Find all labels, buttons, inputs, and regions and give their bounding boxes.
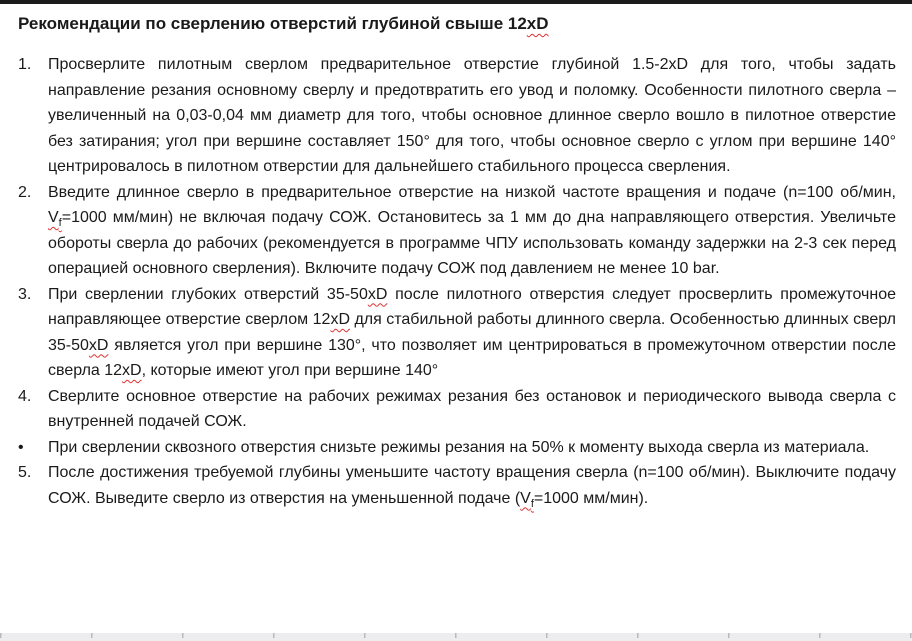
misspelled-text: V (48, 209, 59, 226)
list-item-4 (18, 384, 896, 435)
misspelled-text: f (58, 217, 62, 230)
list-item-text (48, 384, 896, 435)
bottom-edge-bar (0, 633, 912, 641)
text-segment: Сверлите основное отверстие на рабочих режимах резания без остановок и периодического вывода сверла с внутренней подачей СОЖ. (48, 387, 896, 430)
list-item-text (48, 180, 896, 282)
misspelled-text: V (520, 489, 531, 507)
list-item-text (48, 282, 896, 384)
misspelled-text: xD (526, 14, 549, 33)
list-item-2 (18, 180, 896, 282)
misspelled-text: xD (330, 311, 350, 328)
text-segment: Введите длинное сверло в предварительное отверстие на низкой частоте вращения и подаче (n=100 об/мин, (48, 183, 896, 201)
text-segment: После достижения требуемой глубины уменьшите частоту вращения сверла (n=100 об/мин). Выключите подачу СОЖ. Выведите сверло из отверстия на уменьшенной подаче ( (48, 464, 896, 507)
page-title (18, 12, 896, 36)
list-item-marker: 2. (18, 183, 32, 201)
list-item-text (48, 460, 896, 511)
text-segment: для стабильной работы длинного сверла. Особенностью длинных сверл 35-50 (48, 311, 896, 354)
text-segment: =1000 мм/мин). (533, 489, 649, 507)
list-item-6 (18, 460, 896, 511)
misspelled-text: xD (88, 336, 109, 354)
text-segment: , которые имеют угол при вершине 140° (141, 362, 439, 379)
list-item-1 (18, 52, 896, 180)
list-item-text (48, 52, 896, 180)
recommendations-list (18, 52, 896, 511)
list-item-marker: 4. (18, 387, 32, 405)
text-segment: Просверлите пилотным сверлом предварительное отверстие глубиной 1.5-2xD для того, чтобы задать направление резания основному сверлу и предотвратить его увод и поломку. Особенности пилотного сверла – увеличенный на 0,03-0,04 мм диаметр для того, чтобы основное длинное сверло вошло в пилотное отверстие без затирания; угол при вершине составляет 150° для того, чтобы основное сверло с углом при вершине 140° центрировалось в пилотном отверстии для дальнейшего стабильного процесса сверления. (48, 56, 896, 175)
list-item-5 (18, 435, 896, 461)
list-item-marker: 3. (18, 285, 32, 303)
misspelled-text: xD (367, 285, 388, 303)
text-segment: При сверлении сквозного отверстия снизьте режимы резания на 50% к моменту выхода сверла из материала. (48, 438, 870, 456)
text-segment: является угол при вершине 130°, что позволяет им центрироваться в промежуточном отверстии после сверла 12 (48, 336, 896, 379)
misspelled-text: xD (122, 362, 142, 379)
misspelled-text: f (530, 497, 534, 510)
list-item-marker: 5. (18, 464, 32, 481)
list-item-text (48, 435, 896, 461)
text-segment: При сверлении глубоких отверстий 35-50 (48, 285, 368, 303)
list-item-3 (18, 282, 896, 384)
top-edge-line (0, 0, 912, 4)
list-item-marker: • (18, 438, 24, 456)
list-item-marker: 1. (18, 56, 32, 73)
text-segment: =1000 мм/мин) не включая подачу СОЖ. Остановитесь за 1 мм до дна направляющего отверстия. Увеличьте обороты сверла до рабочих (рекомендуется в программе ЧПУ использовать команду задержки на 2-3 сек перед операцией основного сверления). Включите подачу СОЖ под давлением не менее 10 bar. (48, 209, 896, 277)
text-segment: Рекомендации по сверлению отверстий глубиной свыше 12 (18, 14, 527, 33)
text-segment: после пилотного отверстия следует просверлить промежуточное направляющее отверстие сверлом 12 (48, 285, 897, 328)
